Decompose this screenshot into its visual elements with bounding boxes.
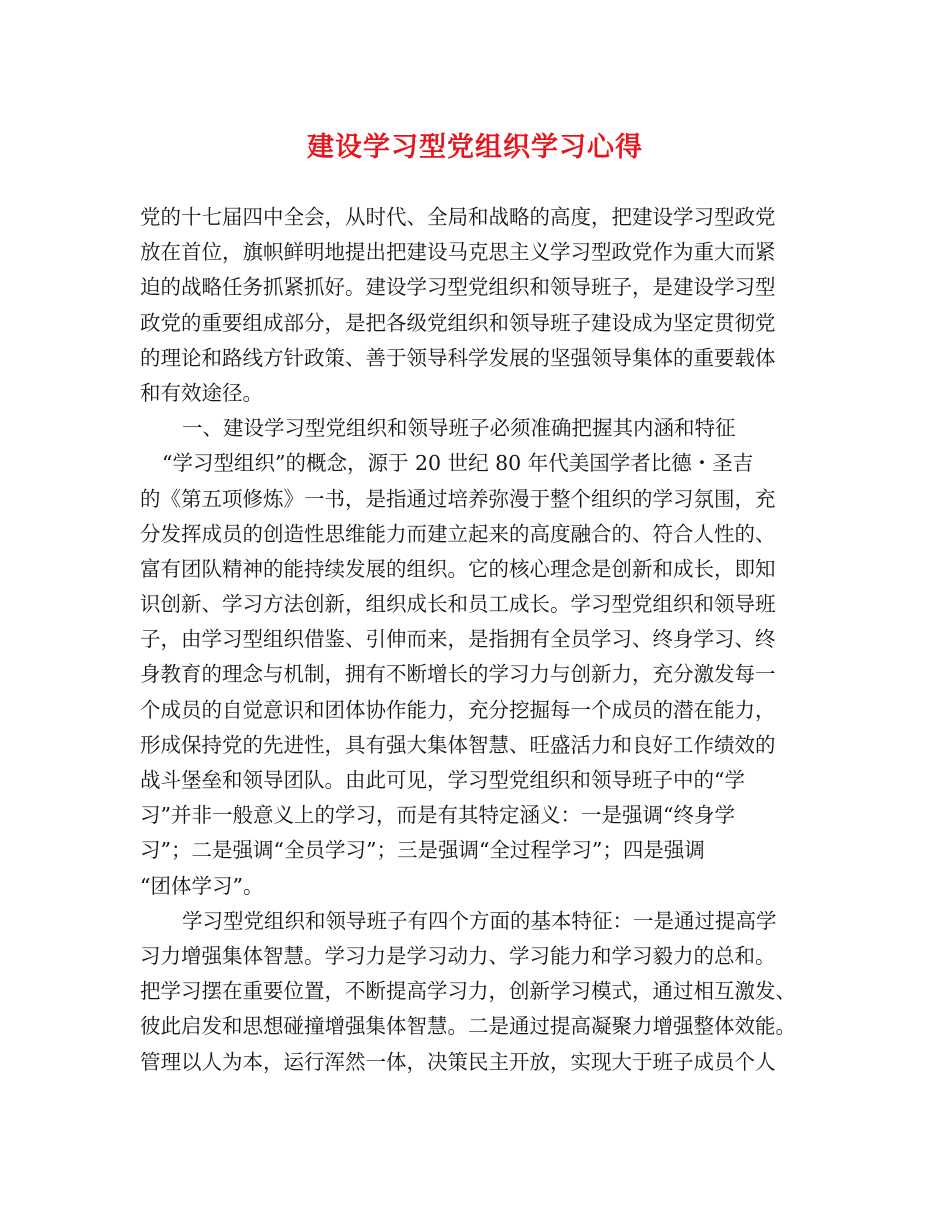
document-body xyxy=(140,200,830,1080)
body-line: 管理以人为本，运行浑然一体，决策民主开放，实现大于班子成员个人 xyxy=(140,1049,776,1074)
body-line: 子，由学习型组织借鉴、引伸而来，是指拥有全员学习、终身学习、终 xyxy=(140,627,776,652)
body-line: “团体学习”。 xyxy=(140,873,264,898)
body-line: 放在首位，旗帜鲜明地提出把建设马克思主义学习型政党作为重大而紧 xyxy=(140,240,776,265)
body-line: “学习型组织”的概念，源于 20 世纪 80 年代美国学者比德・圣吉 xyxy=(162,451,754,476)
body-line: 识创新、学习方法创新，组织成长和员工成长。学习型党组织和领导班 xyxy=(140,592,776,617)
body-line: 习”并非一般意义上的学习，而是有其特定涵义：一是强调“终身学 xyxy=(140,803,735,828)
body-line: 战斗堡垒和领导团队。由此可见，学习型党组织和领导班子中的“学 xyxy=(140,768,745,792)
body-line: 彼此启发和思想碰撞增强集体智慧。二是通过提高凝聚力增强整体效能。 xyxy=(140,1014,796,1039)
body-line: 形成保持党的先进性，具有强大集体智慧、旺盛活力和良好工作绩效的 xyxy=(140,732,776,757)
body-line: 党的十七届四中全会，从时代、全局和战略的高度，把建设学习型政党 xyxy=(140,205,776,229)
body-line: 的理论和路线方针政策、善于领导科学发展的坚强领导集体的重要载体 xyxy=(140,345,776,370)
body-line: 迫的战略任务抓紧抓好。建设学习型党组织和领导班子，是建设学习型 xyxy=(140,275,776,300)
body-line: 把学习摆在重要位置，不断提高学习力，创新学习模式，通过相互激发、 xyxy=(140,979,796,1004)
body-line: 和有效途径。 xyxy=(140,380,263,405)
body-line: 个成员的自觉意识和团体协作能力，充分挖掘每一个成员的潜在能力， xyxy=(140,697,776,722)
body-line: 的《第五项修炼》一书，是指通过培养弥漫于整个组织的学习氛围，充 xyxy=(140,486,776,511)
body-line: 富有团队精神的能持续发展的组织。它的核心理念是创新和成长，即知 xyxy=(140,556,776,581)
body-line: 分发挥成员的创造性思维能力而建立起来的高度融合的、符合人性的、 xyxy=(140,521,776,546)
body-line: 习”；二是强调“全员学习”；三是强调“全过程学习”；四是强调 xyxy=(140,838,705,863)
section-heading: 一、建设学习型党组织和领导班子必须准确把握其内涵和特征 xyxy=(182,416,736,441)
body-line: 身教育的理念与机制，拥有不断增长的学习力与创新力，充分激发每一 xyxy=(140,662,776,687)
document-title: 建设学习型党组织学习心得 xyxy=(307,132,643,163)
paragraph-start: 学习型党组织和领导班子有四个方面的基本特征：一是通过提高学 xyxy=(182,908,777,933)
body-line: 习力增强集体智慧。学习力是学习动力、学习能力和学习毅力的总和。 xyxy=(140,943,776,968)
body-line: 政党的重要组成部分，是把各级党组织和领导班子建设成为坚定贯彻党 xyxy=(140,310,776,335)
